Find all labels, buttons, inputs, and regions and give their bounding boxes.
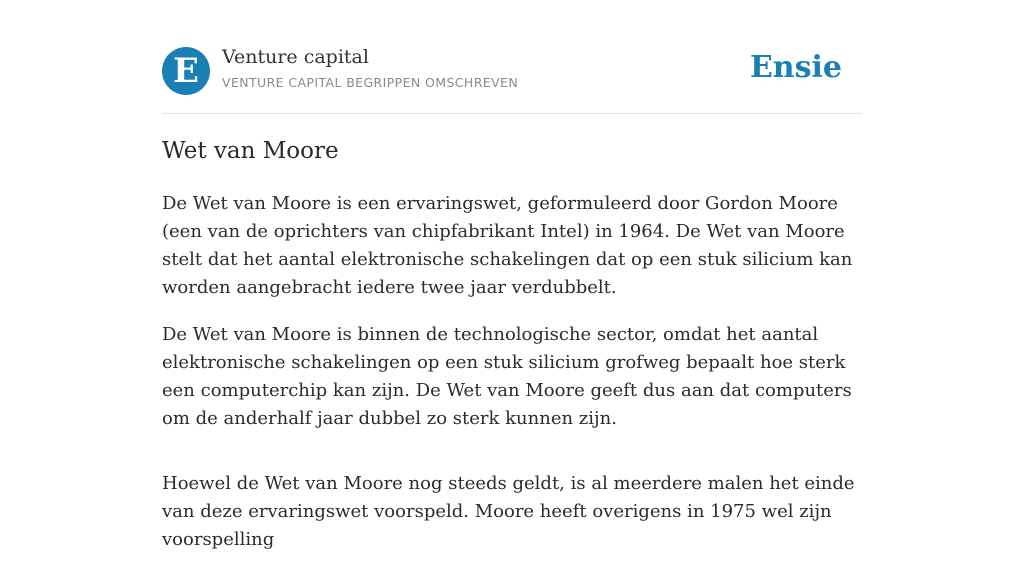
article-body: [162, 190, 862, 573]
site-subtitle: VENTURE CAPITAL BEGRIPPEN OMSCHREVEN: [222, 75, 519, 90]
content-container: [162, 0, 862, 550]
article-paragraph: De Wet van Moore is binnen de technologische sector, omdat het aantal elektronische schakelingen op een stuk silicium grofweg bepaalt hoe sterk een computerchip kan zijn. De Wet van Moore geeft dus aan dat computers om de anderhalf jaar dubbel zo sterk kunnen zijn.: [162, 324, 852, 429]
site-title[interactable]: Venture capital: [222, 46, 369, 68]
article-title: Wet van Moore: [162, 138, 339, 164]
site-header: [162, 0, 862, 114]
brand-wordmark[interactable]: Ensie: [749, 50, 842, 85]
ensie-logo-icon[interactable]: E: [162, 47, 210, 95]
article-paragraph: De Wet van Moore is een ervaringswet, geformuleerd door Gordon Moore (een van de oprichters van chipfabrikant Intel) in 1964. De Wet van Moore stelt dat het aantal elektronische schakelingen dat op een stuk silicium kan worden aangebracht iedere twee jaar verdubbelt.: [162, 193, 853, 298]
article-paragraph: Hoewel de Wet van Moore nog steeds geldt, is al meerdere malen het einde van deze ervaringswet voorspeld. Moore heeft overigens in 1975 wel zijn voorspelling: [162, 473, 855, 550]
